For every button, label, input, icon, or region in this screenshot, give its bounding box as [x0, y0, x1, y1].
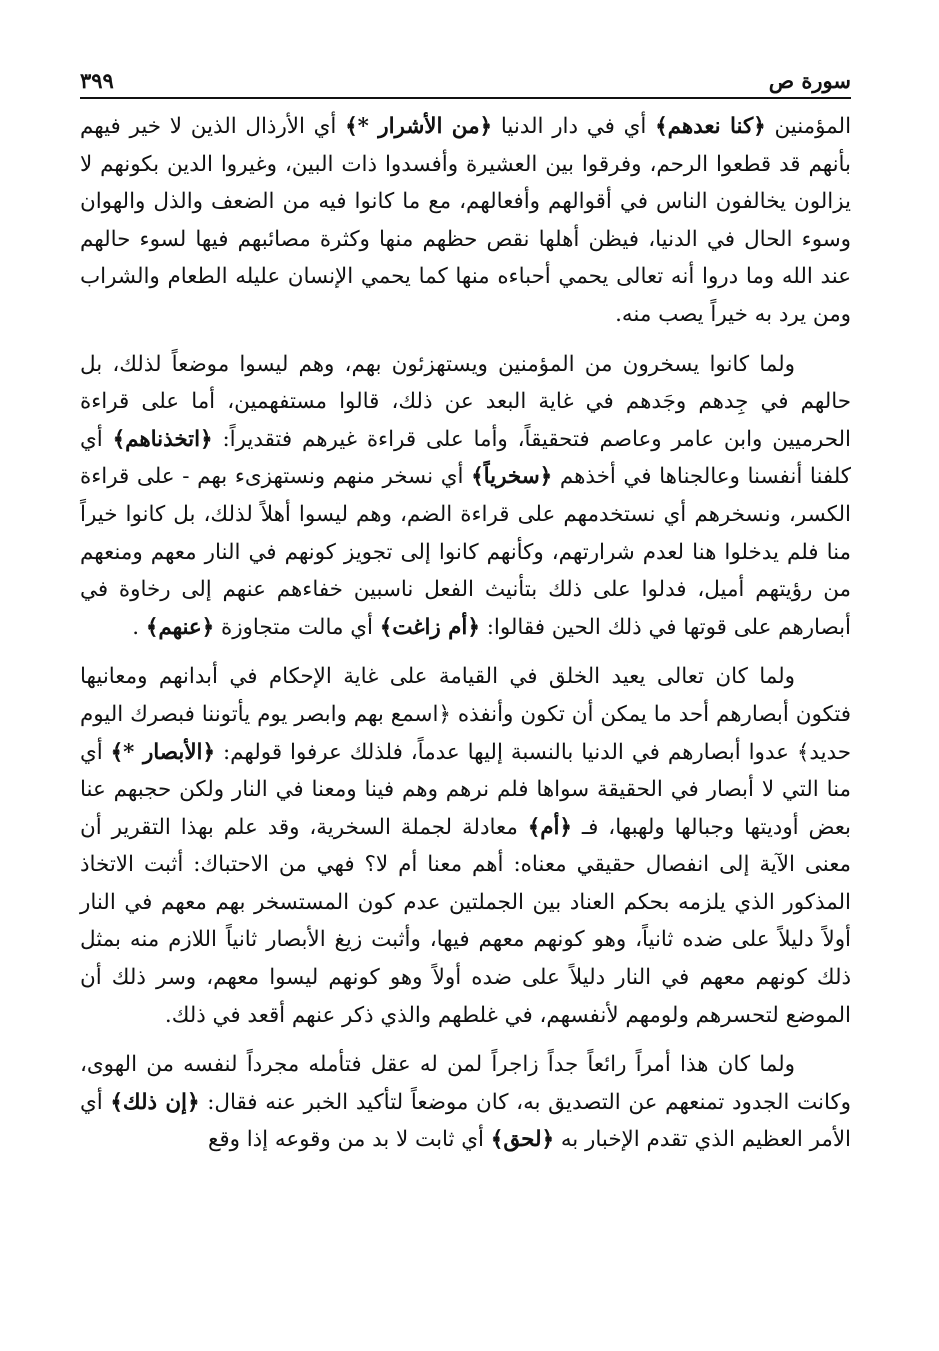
- page-body: [80, 108, 851, 1321]
- quran-quote: ﴿عنهم﴾: [145, 614, 215, 640]
- text-run: أي منا التي لا أبصار في الحقيقة سواها فلم نرهم وهم فينا ومعنا في النار ولكن حجبهم عنا بعض أوديتها وجبالها ولهبها، فـ: [80, 739, 851, 840]
- page-number: ٣٩٩: [80, 68, 114, 93]
- text-run: أي نسخر منهم ونستهزىء بهم - على قراءة الكسر، ونسخرهم أي نستخدمهم على قراءة الضم، وهم ليسوا أهلاً لذلك، بل كانوا خيراً منا فلم يدخلوا هنا لعدم شرارتهم، وكأنهم كانوا إلى تجويز كونهم في النار معهم ومنعهم من رؤيتهم أميل، فدلوا على ذلك بتأنيث الفعل ناسبين خفاءهم عنهم إلى رخاوة في أبصارهم على قوتها في ذلك الحين فقالوا:: [80, 464, 851, 640]
- quran-quote: ﴿لحق﴾: [490, 1127, 555, 1153]
- quran-quote: ﴿سخرياً﴾: [471, 464, 553, 490]
- text-run: .: [132, 614, 146, 640]
- text-run: أي كلفنا أنفسنا وعالجناها في أخذهم: [80, 426, 851, 490]
- quran-quote: ﴿إن ذلك﴾: [110, 1089, 200, 1115]
- text-run: ولما كان تعالى يعيد الخلق في القيامة على غاية الإحكام في أبدانهم ومعانيها فتكون أبصارهم أحد ما يمكن أن تكون وأنفذه ﴿اسمع بهم وابصر يوم يأتوننا فبصرك اليوم حديد﴾ عدوا أبصارهم في الدنيا بالنسبة إليها عدماً، فلذلك عرفوا قولهم:: [80, 664, 851, 765]
- quran-quote: ﴿الأبصار *﴾: [110, 739, 215, 765]
- text-run: أي مالت متجاوزة: [214, 614, 380, 640]
- surah-title: سورة ص: [768, 68, 851, 93]
- paragraph: [80, 108, 851, 334]
- quran-quote: ﴿اتخذناهم﴾: [112, 426, 213, 452]
- quran-quote: ﴿أم﴾: [527, 814, 572, 840]
- quran-quote: ﴿من الأشرار *﴾: [345, 114, 493, 139]
- page-header: [80, 58, 851, 94]
- text-run: ولما كان هذا أمراً رائعاً جداً زاجراً لمن له عقل فتأمله مجرداً لنفسه من الهوى، وكانت الجدود تمنعهم عن التصديق به، كان موضعاً لتأكيد الخبر عنه فقال:: [80, 1052, 851, 1115]
- paragraph: [80, 346, 851, 647]
- text-run: أي الأرذال الذين لا خير فيهم بأنهم قد قطعوا الرحم، وفرقوا بين العشيرة وأفسدوا ذات البين، وغيروا الدين بكونهم لا يزالون يخالفون الناس في أقوالهم وأفعالهم، مع ما كانوا فيه من الضعف والذل والهوان وسوء الحال في الدنيا، فيظن أهلها نقص حظهم منها وكثرة مصائبهم فيها لسوء حالهم عند الله وما دروا أنه تعالى يحمي أحباءه منها كما يحمي الإنسان عليله الطعام والشراب ومن يرد به خيراً يصب منه.: [80, 114, 851, 327]
- header-rule: [80, 97, 851, 99]
- quran-quote: ﴿كنا نعدهم﴾: [655, 114, 766, 139]
- quran-quote: ﴿أم زاغت﴾: [379, 614, 480, 640]
- text-run: معادلة لجملة السخرية، وقد علم بهذا التقرير أن معنى الآية إلى انفصال حقيقي معناه: أهم معنا أم لا؟ فهي من الاحتباك: أثبت الاتخاذ المذكور الذي يلزمه بحكم العناد بين الجملتين عدم كون المستسخر بهم معهم في النار أولاً دليلاً على ضده ثانياً، وهو كونهم معهم فيها، وأثبت زيغ الأبصار ثانياً اللازم منه بمثل ذلك كونهم معهم في النار دليلاً على ضده أولاً وهو كونهم ليسوا معهم، وسر ذلك أن الموضع لتحسرهم ولومهم لأنفسهم، في غلطهم والذي ذكر عنهم أقعد في ذلك.: [80, 814, 851, 1028]
- text-run: أي في دار الدنيا: [492, 114, 656, 139]
- text-run: أي الأمر العظيم الذي تقدم الإخبار به: [80, 1089, 851, 1153]
- paragraph: [80, 658, 851, 1034]
- text-run: ولما كانوا يسخرون من المؤمنين ويستهزئون بهم، وهم ليسوا موضعاً لذلك، بل حالهم في جِدهم وجَدهم في غاية البعد عن ذلك، قالوا مستفهمين، أما على قراءة الحرميين وابن عامر وعاصم فتحقيقاً، وأما على قراءة غيرهم فتقديراً:: [80, 351, 851, 452]
- text-run: المؤمنين: [765, 114, 852, 139]
- text-run: أي ثابت لا بد من وقوعه إذا وقع: [207, 1127, 491, 1153]
- paragraph: [80, 1046, 851, 1159]
